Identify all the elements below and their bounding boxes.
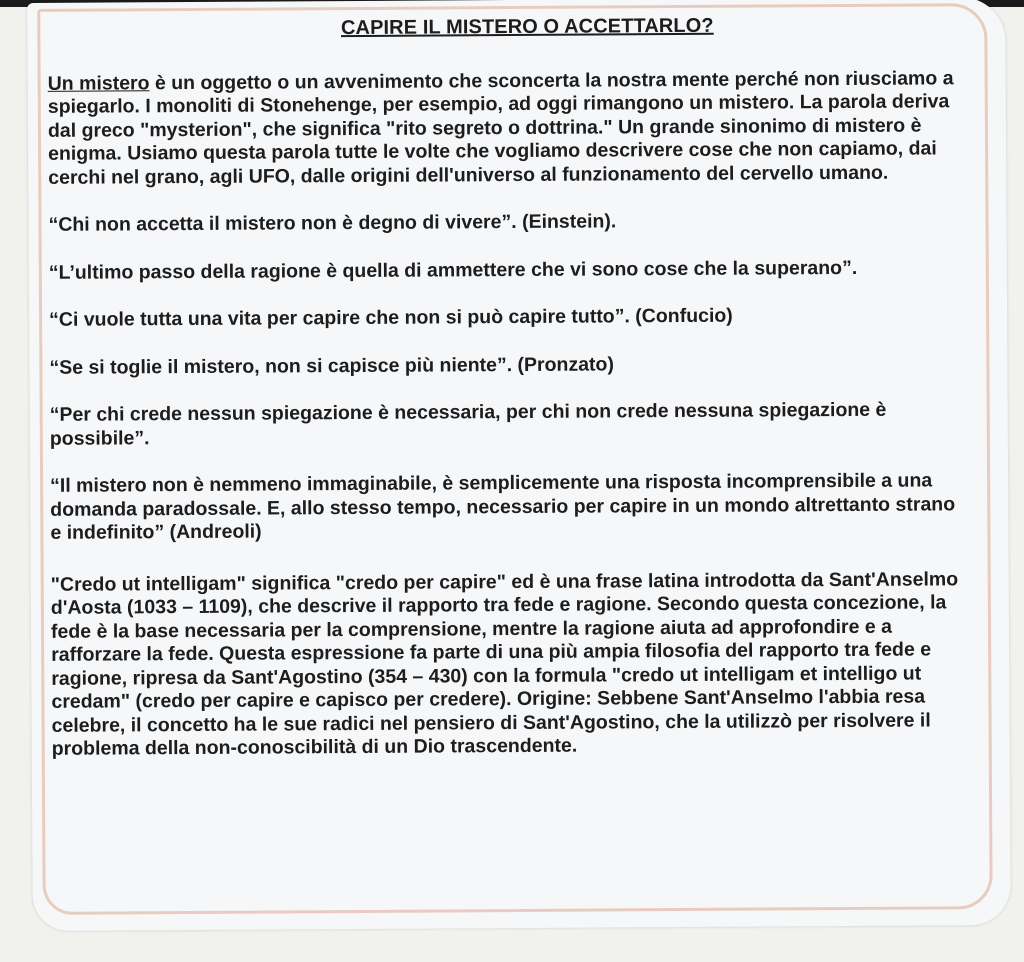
- paper-sheet: [27, 0, 1011, 931]
- quote-confucio: “Ci vuole tutta una vita per capire che non si può capire tutto”. (Confucio): [49, 304, 733, 331]
- closing-paragraph: "Credo ut intelligam" significa "credo per capire" ed è una frase latina introdotta da Sant'Anselmo d'Aosta (1033 – 1109), che descrive il rapporto tra fede e ragione. Secondo questa concezione, la fede è la base necessaria per la comprensione, mentre la ragione aiuta ad approfondire e a rafforzare la fede. Questa espressione fa parte di una più ampia filosofia del rapporto tra fede e ragione, ripresa da Sant'Agostino (354 – 430) con la formula "credo ut intelligam et intelligo ut credam" (credo per capire e capisco per credere). Origine: Sebbene Sant'Anselmo l'abbia resa celebre, il concetto ha le sue radici nel pensiero di Sant'Agostino, che la utilizzò per risolvere il problema della non-conoscibilità di un Dio trascendente.: [50, 567, 959, 760]
- quote-andreoli: “Il mistero non è nemmeno immaginabile, è semplicemente una risposta incomprensibile a una domanda paradossale. E, allo stesso tempo, necessario per capire in un mondo altrettanto strano e indefinito” (Andreoli): [50, 469, 956, 544]
- intro-text: è un oggetto o un avvenimento che sconcerta la nostra mente perché non riusciamo a spiegarlo. I monoliti di Stonehenge, per esempio, ad oggi rimangono un mistero. La parola deriva dal greco "mysterion", che significa "rito segreto o dottrina." Un grande sinonimo di mistero è enigma. Usiamo questa parola tutte le volte che vogliamo descrivere cose che non capiamo, dai cerchi nel grano, agli UFO, dalle origini dell'universo al funzionamento del cervello umano.: [47, 66, 954, 189]
- intro-paragraph: [48, 67, 969, 190]
- document-body: [47, 13, 972, 785]
- quote-faith: “Per chi crede nessun spiegazione è necessaria, per chi non crede nessuna spiegazione è possibile”.: [49, 398, 887, 450]
- quote-pronzato: “Se si toglie il mistero, non si capisce più niente”. (Pronzato): [49, 352, 614, 379]
- document-title: CAPIRE IL MISTERO O ACCETTARLO?: [340, 14, 714, 40]
- intro-lead-term: Un mistero: [47, 71, 150, 95]
- quote-einstein: “Chi non accetta il mistero non è degno di vivere”. (Einstein).: [48, 210, 617, 236]
- quote-reason: “L’ultimo passo della ragione è quella di ammettere che vi sono cose che la superano”.: [48, 256, 858, 284]
